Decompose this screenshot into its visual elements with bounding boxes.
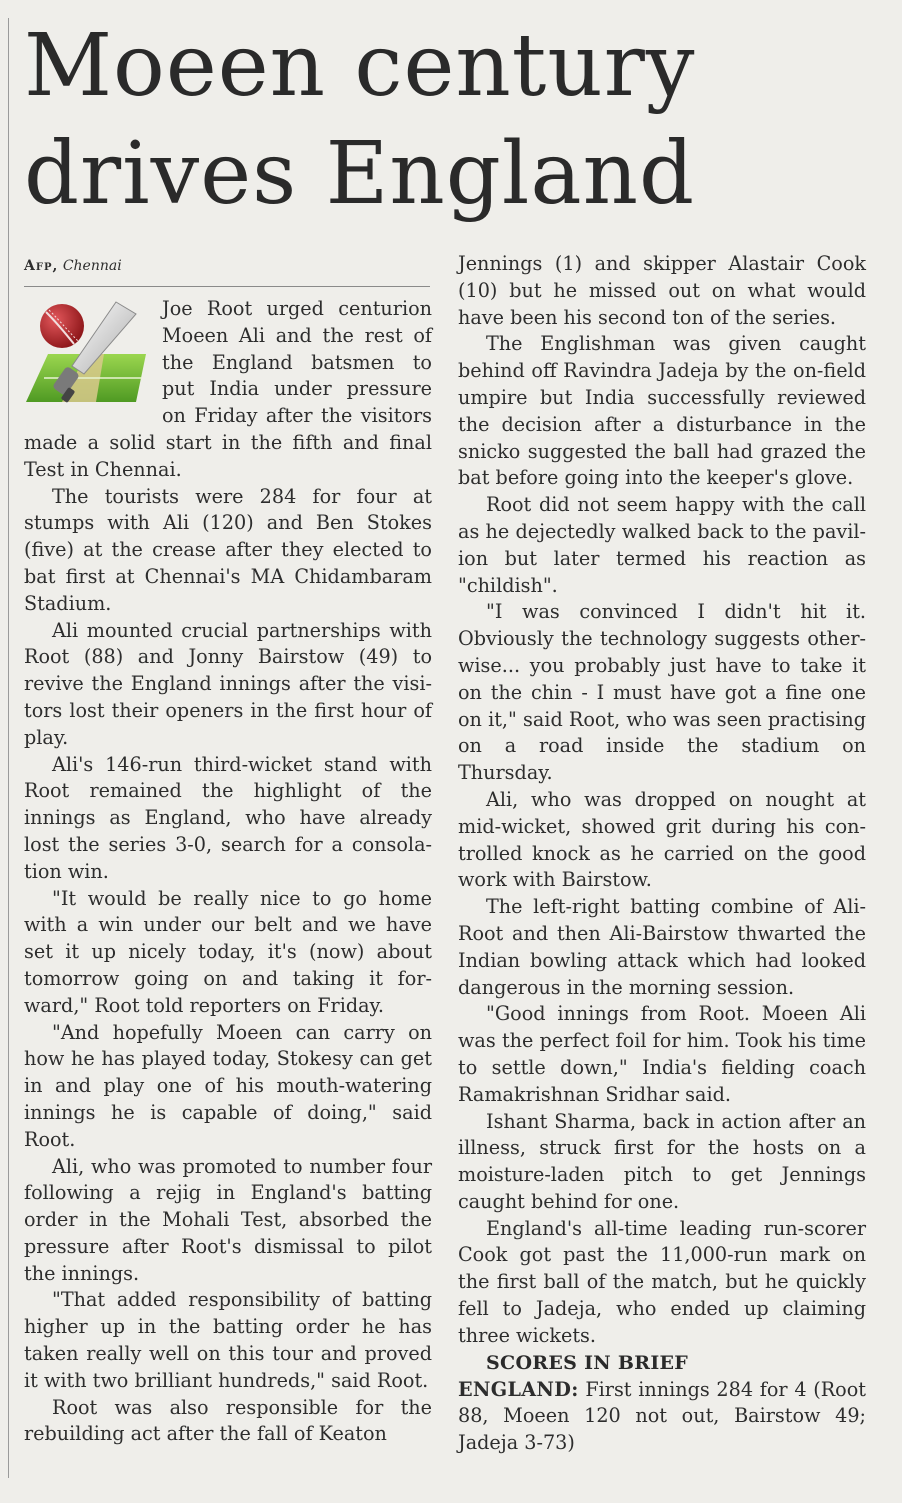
scores-line [458, 1377, 866, 1457]
paragraph: Ishant Sharma, back in action after an illness, struck first for the hosts on a moisture-laden pitch to get Jennings caught behind for one. [458, 1109, 866, 1213]
paragraph: Ali, who was promoted to number four following a rejig in England's batting order in the Mohali Test, absorbed the pressure after Root's dismissal to pilot the innings. [24, 1154, 432, 1285]
headline [24, 12, 884, 228]
paragraph: "It would be really nice to go home with a win under our belt and we have set it up nicely today, it's (now) about tomorrow going on and taking it forward," Root told reporters on Friday. [24, 886, 432, 1017]
paragraph: Ali, who was dropped on nought at mid-wicket, showed grit during his controlled knock as he carried on the good work with Bairstow. [458, 787, 866, 892]
scores-team-text: First innings 284 for 4 (Root 88, Moeen 120 not out, Bairstow 49; Jadeja 3-73) [458, 1377, 866, 1455]
headline-line-1: Moeen century [24, 16, 696, 116]
byline-agency: Afp, [24, 258, 59, 274]
left-column [24, 296, 432, 1448]
scores-team-label: ENGLAND: [458, 1377, 579, 1401]
scores-heading: SCORES IN BRIEF [486, 1351, 689, 1374]
headline-line-2: drives England [24, 124, 696, 224]
paragraph: The Englishman was given caught behind off Ravindra Jadeja by the on-field umpire but India successfully reviewed the decision after a disturbance in the snicko suggested the ball had grazed the bat before going into the keeper's glove. [458, 332, 866, 490]
paragraph: Root was also responsible for the rebuilding act after the fall of Keaton [24, 1395, 432, 1446]
paragraph: The left-right batting combine of Ali-Root and then Ali-Bairstow thwarted the Indian bowling attack which had looked dangerous in the morning session. [458, 895, 866, 999]
paragraph: Ali's 146-run third-wicket stand with Root remained the highlight of the innings as England, who have already lost the series 3-0, search for a consolation win. [24, 752, 432, 883]
paragraph: Joe Root urged centurion Moeen Ali and the rest of the England batsmen to put India under pressure on Friday after the visitors made a solid start in the fifth and final Test in Chennai. [24, 297, 432, 481]
paragraph: Root did not seem happy with the call as he dejectedly walked back to the pavilion but later termed his reaction as "childish". [458, 493, 866, 597]
cricket-ball-bat-pitch-icon [24, 296, 152, 416]
byline [24, 256, 430, 287]
paragraph: "That added responsibility of batting higher up in the batting order he has taken really well on this tour and proved it with two brilliant hundreds," said Root. [24, 1288, 432, 1392]
byline-place: Chennai [62, 258, 122, 274]
right-column [458, 251, 866, 1457]
paragraph: England's all-time leading run-scorer Cook got past the 11,000-run mark on the first ball of the match, but he quickly fell to Jadeja, who ended up claiming three wickets. [458, 1216, 866, 1347]
paragraph: Ali mounted crucial partnerships with Root (88) and Jonny Bairstow (49) to revive the England innings after the visitors lost their openers in the first hour of play. [24, 618, 432, 749]
paragraph: "I was convinced I didn't hit it. Obviously the technology suggests otherwise... you probably just have to take it on the chin - I must have got a fine one on it," said Root, who was seen practising on a road inside the stadium on Thursday. [458, 600, 866, 785]
paragraph: The tourists were 284 for four at stumps with Ali (120) and Ben Stokes (five) at the crease after they elected to bat first at Chennai's MA Chidambaram Stadium. [24, 484, 432, 615]
paragraph: "And hopefully Moeen can carry on how he has played today, Stokesy can get in and play one of his mouth-watering innings he is capable of doing," said Root. [24, 1020, 432, 1151]
paragraph: "Good innings from Root. Moeen Ali was the perfect foil for him. Took his time to settle down," India's fielding coach Ramakrishnan Sridhar said. [458, 1002, 866, 1106]
column-rule [8, 18, 9, 1478]
paragraph: Jennings (1) and skipper Alastair Cook (10) but he missed out on what would have been his second ton of the series. [458, 252, 866, 329]
